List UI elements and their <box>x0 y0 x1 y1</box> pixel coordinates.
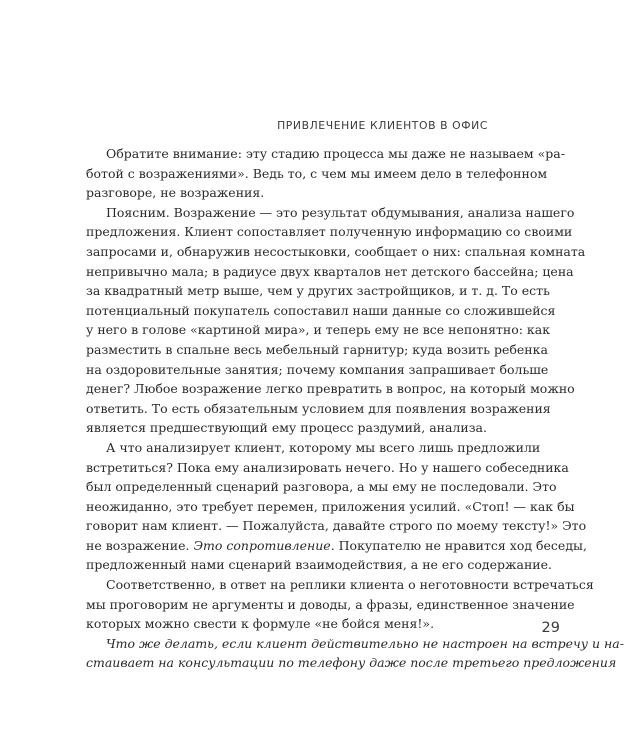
text-line-mixed <box>86 536 587 556</box>
text-line: предложения. Клиент сопоставляет полученную информацию со своими <box>86 224 573 240</box>
text-line: А что анализирует клиент, которому мы всего лишь предложили <box>106 439 541 455</box>
text-line: Соответственно, в ответ на реплики клиента о неготовности встречаться <box>106 577 594 593</box>
text-line: является предшествующий ему процесс раздумий, анализа. <box>86 420 487 436</box>
text-line: предложенный нами сценарий взаимодействия, а не его содержание. <box>86 557 552 573</box>
text-line: ботой с возражениями». Ведь то, с чем мы имеем дело в телефонном <box>86 165 548 181</box>
page-number: 29 <box>541 620 560 636</box>
text-line: неожиданно, это требует перемен, приложения усилий. «Стоп! — как бы <box>86 498 575 514</box>
text-line: говорит нам клиент. — Пожалуйста, давайте строго по моему тексту!» Это <box>86 518 587 534</box>
text-line: за квадратный метр выше, чем у других застройщиков, и т. д. То есть <box>86 283 550 299</box>
text-line: разместить в спальне весь мебельный гарнитур; куда возить ребенка <box>86 341 548 357</box>
text-line: ответить. То есть обязательным условием для появления возражения <box>86 400 551 416</box>
text-line: непривычно мала; в радиусе двух кварталов нет детского бассейна; цена <box>86 263 574 279</box>
text-segment: не возражение. <box>86 537 194 553</box>
text-line: на оздоровительные занятия; почему компания запрашивает больше <box>86 361 549 377</box>
text-line: был определенный сценарий разговора, а мы ему не последовали. Это <box>86 479 557 495</box>
text-line: которых можно свести к формуле «не бойся меня!». <box>86 616 435 632</box>
text-segment: Покупателю не нравится ход беседы, <box>334 537 587 553</box>
text-line: Обратите внимание: эту стадию процесса мы даже не называем «ра- <box>106 146 565 161</box>
text-line: разговоре, не возражения. <box>86 185 265 201</box>
subheading-line: стаивает на консультации по телефону даже после третьего предложения <box>86 655 617 671</box>
subheading-line: Что же делать, если клиент действительно не настроен на встречу и на- <box>106 635 624 651</box>
text-line: мы проговорим не аргументы и доводы, а фразы, единственное значение <box>86 596 575 612</box>
text-line: денег? Любое возражение легко превратить в вопрос, на который можно <box>86 381 575 397</box>
text-line: потенциальный покупатель сопоставил наши данные со сложившейся <box>86 302 556 318</box>
text-line: запросами и, обнаружив несостыковки, сообщает о них: спальная комната <box>86 243 586 259</box>
text-line: встретиться? Пока ему анализировать нечего. Но у нашего собеседника <box>86 459 569 475</box>
text-line: Поясним. Возражение — это результат обдумывания, анализа нашего <box>106 204 575 220</box>
running-header: ПРИВЛЕЧЕНИЕ КЛИЕНТОВ В ОФИС <box>277 119 488 132</box>
text-line: у него в голове «картиной мира», и теперь ему не все непонятно: как <box>86 322 551 338</box>
emphasized-text: Это сопротивление. <box>193 537 335 553</box>
